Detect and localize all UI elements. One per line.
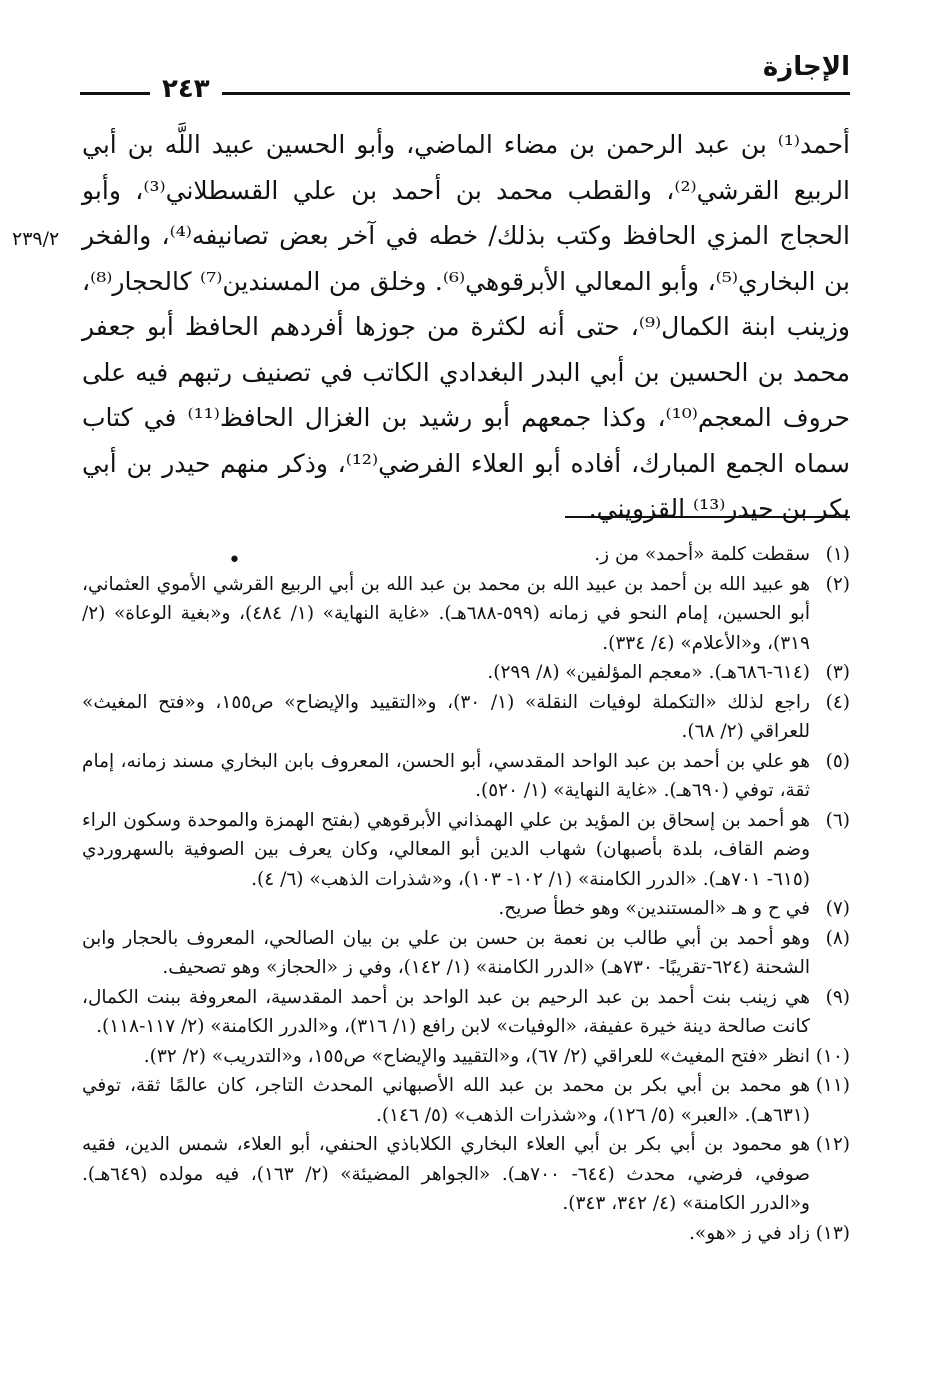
footnote-text: هو أحمد بن إسحاق بن المؤيد بن علي الهمذاني الأبرقوهي (بفتح الهمزة والموحدة وسكون الراء وضم القاف، بلدة بأصبهان) شهاب الدين أبو المعالي، وكان يعرف بين الصوفية بالسهروردي (٦١٥- ٧٠١هـ). «الدرر الكامنة» (١/ ١٠٢- ١٠٣)، و«شذرات الذهب» (٦/ ٤). [82, 809, 810, 890]
footnote-marker: (٩) [825, 986, 850, 1008]
footnote-marker: (٧) [825, 898, 850, 919]
footnote-text: هو محمود بن أبي بكر بن أبي العلاء البخاري الكلاباذي الحنفي، أبو العلاء، شمس الدين، فقيه صوفي، فرضي، محدث (٦٤٤- ٧٠٠هـ). «الجواهر المضيئة» (٢/ ١٦٣)، فيه مولده (٦٤٩هـ). و«الدرر الكامنة» (٤/ ٣٤٢، ٣٤٣). [82, 1134, 811, 1214]
footnotes [82, 540, 850, 1248]
footnote-text: هو عبيد الله بن أحمد بن عبيد الله بن محمد بن عبد الله بن أبي الربيع القرشي الأموي العثماني، أبو الحسين، إمام النحو في زمانه (٥٩٩-٦٨٨هـ). «غاية النهاية» (١/ ٤٨٤)، و«بغية الوعاة» (٢/ ٣١٩)، و«الأعلام» (٤/ ٣٣٤). [82, 573, 810, 654]
footnote-marker: (١) [825, 544, 850, 565]
footnote-marker: (١٠) [815, 1045, 850, 1067]
footnote-13 [82, 1219, 850, 1249]
footnote-marker: (٤) [825, 691, 850, 713]
stray-dot: • [228, 548, 241, 573]
page-number: ٢٤٣ [150, 74, 222, 104]
footnote-text: زاد في ز «هو». [689, 1222, 810, 1244]
footnote-text: انظر «فتح المغيث» للعراقي (٢/ ٦٧)، و«التقييد والإيضاح» ص١٥٥، و«التدريب» (٢/ ٣٢). [143, 1045, 810, 1067]
footnote-text: وهو أحمد بن أبي طالب بن نعمة بن حسن بن علي بن بيان الصالحي، المعروف بالحجار وابن الشحنة (٦٢٤-تقريبًا- ٧٣٠هـ) «الدرر الكامنة» (١/ ١٤٢)، وفي ز «الحجاز» وهو تصحيف. [82, 927, 810, 978]
footnote-text: هو محمد بن أبي بكر بن محمد بن عبد الله الأصبهاني المحدث التاجر، كان عالمًا ثقة، توفي (٦٣١هـ). «العبر» (٥/ ١٢٦)، و«شذرات الذهب» (٥/ ١٤٦). [82, 1075, 810, 1126]
footnote-text: (٦١٤-٦٨٦هـ). «معجم المؤلفين» (٨/ ٢٩٩). [487, 662, 810, 683]
footnote-text: سقطت كلمة «أحمد» من ز. [594, 544, 810, 565]
footnote-text: هي زينب بنت أحمد بن عبد الرحيم بن عبد الواحد بن أحمد المقدسية، المعروفة ببنت الكمال، كانت صالحة دينة خيرة عفيفة، «الوفيات» لابن رافع (١/ ٣١٦)، و«الدرر الكامنة» (٢/ ١١٧-١١٨). [82, 986, 810, 1037]
footnote-marker: (١٣) [815, 1222, 850, 1244]
footnote-3 [82, 658, 850, 688]
margin-reference: ٢٣٩/٢ [12, 228, 60, 250]
footnote-6 [82, 806, 850, 895]
footnote-12 [82, 1130, 850, 1219]
footnote-text: هو علي بن أحمد بن عبد الواحد المقدسي، أبو الحسن، المعروف بابن البخاري مسند زمانه، إمام ثقة، توفي (٦٩٠هـ). «غاية النهاية» (١/ ٥٢٠). [82, 750, 810, 801]
footnote-text: راجع لذلك «التكملة لوفيات النقلة» (١/ ٣٠)، و«التقييد والإيضاح» ص١٥٥، و«فتح المغيث» للعراقي (٢/ ٦٨). [82, 691, 810, 742]
footnote-11 [82, 1071, 850, 1130]
main-paragraph: أحمد⁽¹⁾ بن عبد الرحمن بن مضاء الماضي، وأبو الحسين عبيد اللَّه بن أبي الربيع القرشي⁽²⁾، والقطب محمد بن أحمد بن علي القسطلاني⁽³⁾، وأبو الحجاج المزي الحافظ وكتب بذلك/ خطه في آخر بعض تصانيفه⁽⁴⁾، والفخر بن البخاري⁽⁵⁾، وأبو المعالي الأبرقوهي⁽⁶⁾. وخلق من المسندين⁽⁷⁾ كالحجار⁽⁸⁾، وزينب ابنة الكمال⁽⁹⁾، حتى أنه لكثرة من جوزها أفردهم الحافظ أبو جعفر محمد بن الحسين بن أبي البدر البغدادي الكاتب في تصنيف رتبهم فيه على حروف المعجم⁽¹⁰⁾، وكذا جمعهم أبو رشيد بن الغزال الحافظ⁽¹¹⁾ في كتاب سماه الجمع المبارك، أفاده أبو العلاء الفرضي⁽¹²⁾، وذكر منهم حيدر بن أبي بكر بن حيدر⁽¹³⁾ القزويني. [82, 130, 851, 523]
footnote-marker: (٦) [825, 809, 850, 831]
footnote-5 [82, 747, 850, 806]
footnote-marker: (١١) [815, 1075, 850, 1096]
footnote-marker: (٢) [825, 573, 850, 595]
footnote-marker: (٥) [825, 750, 850, 772]
footnote-2 [82, 570, 850, 659]
footnote-separator [565, 516, 850, 518]
footnote-4 [82, 688, 850, 747]
main-text [82, 122, 850, 532]
footnote-7 [82, 894, 850, 924]
footnote-8 [82, 924, 850, 983]
footnote-1 [82, 540, 850, 570]
footnote-marker: (٨) [825, 927, 850, 949]
running-title: الإجازة [762, 52, 850, 82]
footnote-marker: (١٢) [815, 1134, 850, 1155]
footnote-marker: (٣) [825, 662, 850, 683]
footnote-text: في ح و هـ «المستندين» وهو خطأ صريح. [498, 898, 810, 919]
footnote-9 [82, 983, 850, 1042]
footnote-10 [82, 1042, 850, 1072]
